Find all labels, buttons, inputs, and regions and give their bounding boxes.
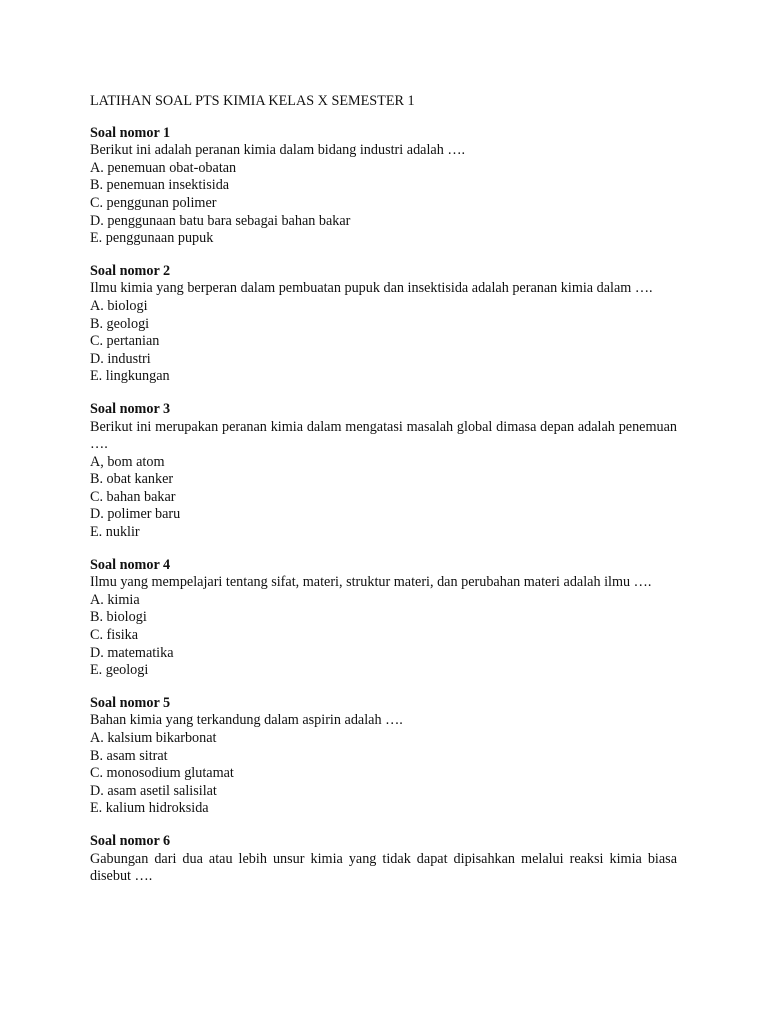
answer-option: C. pertanian <box>90 333 160 350</box>
answer-option: B. obat kanker <box>90 471 174 488</box>
question-heading: Soal nomor 2 <box>90 262 171 279</box>
answer-option: C. fisika <box>90 627 139 644</box>
question-4 <box>90 557 677 680</box>
question-text: Berikut ini adalah peranan kimia dalam bidang industri adalah …. <box>90 142 466 159</box>
answer-option: E. nuklir <box>90 524 140 541</box>
answer-option: C. monosodium glutamat <box>90 765 234 782</box>
answer-option: D. polimer baru <box>90 506 181 523</box>
document-page <box>90 93 677 901</box>
answer-option: E. kalium hidroksida <box>90 800 209 817</box>
question-1 <box>90 125 677 248</box>
answer-option: B. biologi <box>90 609 147 626</box>
answer-option: B. asam sitrat <box>90 747 168 764</box>
question-heading: Soal nomor 4 <box>90 556 171 573</box>
question-heading: Soal nomor 1 <box>90 124 171 141</box>
answer-option: A. kalsium bikarbonat <box>90 730 217 746</box>
answer-option: D. asam asetil salisilat <box>90 782 217 799</box>
question-heading: Soal nomor 6 <box>90 832 171 849</box>
answer-option: A. kimia <box>90 591 140 608</box>
answer-option: A. biologi <box>90 297 148 314</box>
answer-option: E. geologi <box>90 662 149 679</box>
question-3 <box>90 401 677 542</box>
answer-option: E. penggunaan pupuk <box>90 230 214 247</box>
question-text: Ilmu kimia yang berperan dalam pembuatan pupuk dan insektisida adalah peranan kimia dalam …. <box>90 280 653 297</box>
answer-option: C. penggunan polimer <box>90 194 217 211</box>
question-text: Gabungan dari dua atau lebih unsur kimia yang tidak dapat dipisahkan melalui reaksi kimia biasa disebut …. <box>90 850 677 885</box>
question-heading: Soal nomor 5 <box>90 694 171 711</box>
question-heading: Soal nomor 3 <box>90 400 171 417</box>
answer-option: A. penemuan obat-obatan <box>90 159 237 176</box>
answer-option: B. geologi <box>90 315 150 332</box>
answer-option: C. bahan bakar <box>90 488 176 505</box>
answer-option: A, bom atom <box>90 453 165 470</box>
answer-option: D. matematika <box>90 644 174 661</box>
answer-option: B. penemuan insektisida <box>90 177 230 194</box>
question-text: Berikut ini merupakan peranan kimia dalam mengatasi masalah global dimasa depan adalah penemuan …. <box>90 418 677 453</box>
question-5 <box>90 695 677 818</box>
document-title: LATIHAN SOAL PTS KIMIA KELAS X SEMESTER 1 <box>90 93 415 109</box>
answer-option: E. lingkungan <box>90 368 170 385</box>
answer-option: D. penggunaan batu bara sebagai bahan bakar <box>90 212 351 229</box>
question-2 <box>90 263 677 386</box>
question-text: Ilmu yang mempelajari tentang sifat, materi, struktur materi, dan perubahan materi adalah ilmu …. <box>90 574 652 591</box>
question-6 <box>90 833 677 886</box>
question-text: Bahan kimia yang terkandung dalam aspirin adalah …. <box>90 712 403 729</box>
answer-option: D. industri <box>90 350 151 367</box>
